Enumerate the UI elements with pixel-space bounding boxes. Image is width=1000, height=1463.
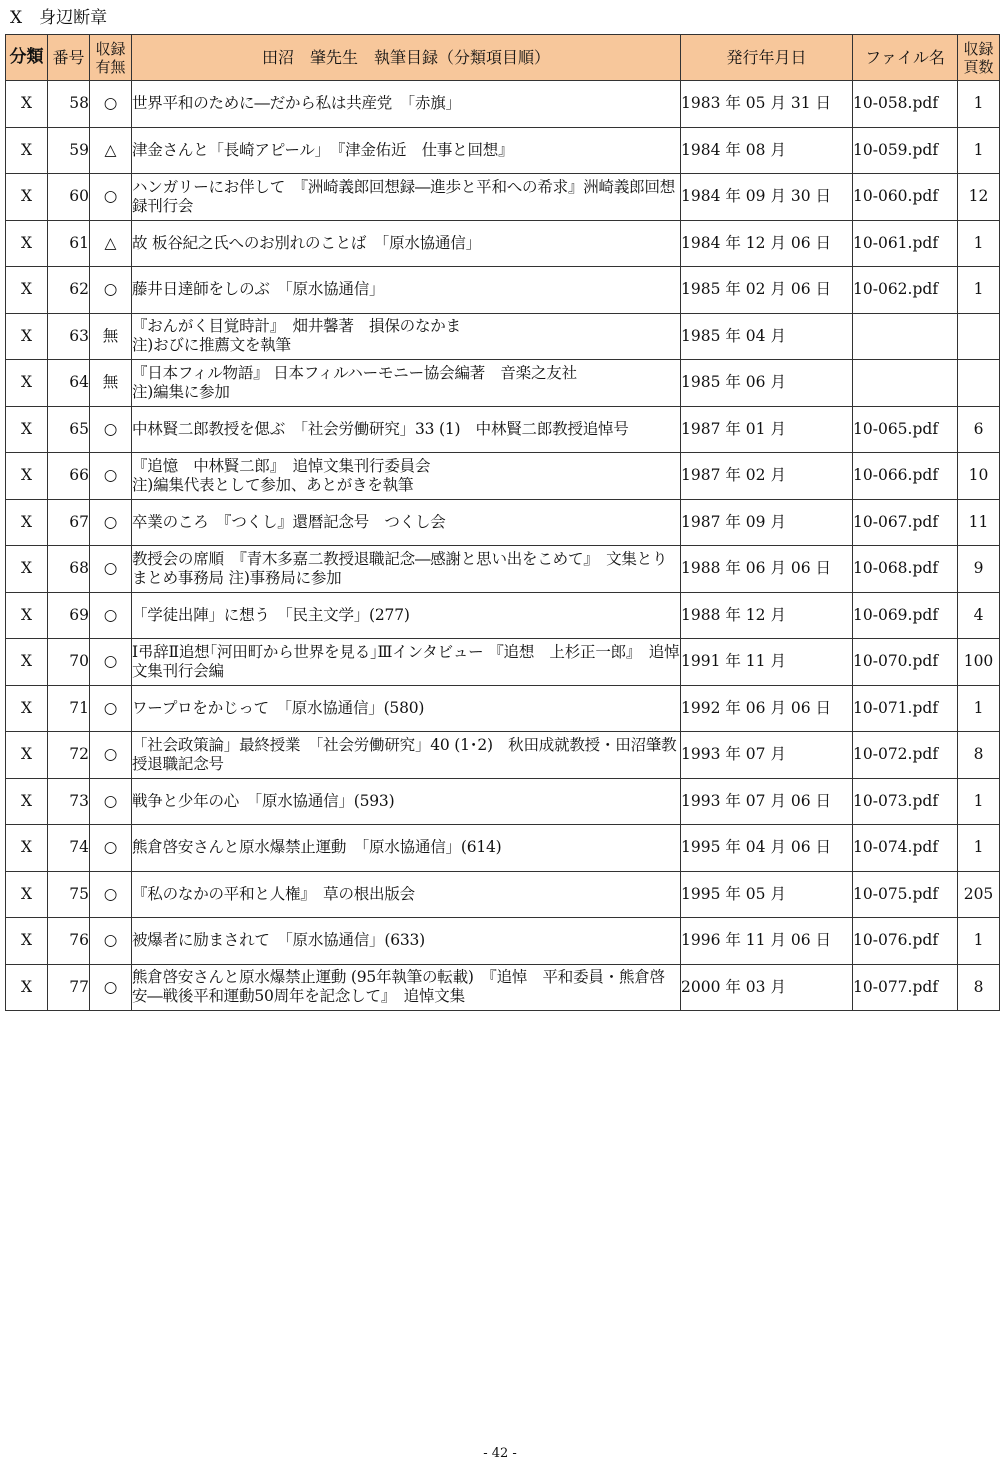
cell-title: 教授会の席順 『青木多嘉二教授退職記念―感謝と思い出をこめて』 文集とりまとめ事務局 注)事務局に参加 <box>132 546 681 593</box>
cell-date: 1984 年 08 月 <box>681 127 853 174</box>
cell-category: X <box>6 267 48 314</box>
cell-title: 「学徒出陣」に想う 「民主文学」(277) <box>132 592 681 639</box>
cell-title: 『おんがく目覚時計』 畑井馨著 損保のなかま 注)おびに推薦文を執筆 <box>132 313 681 360</box>
table-row <box>6 732 1000 779</box>
cell-number: 73 <box>48 778 90 825</box>
cell-filename: 10-066.pdf <box>853 453 958 500</box>
cell-title: ワープロをかじって 「原水協通信」(580) <box>132 685 681 732</box>
cell-filename: 10-077.pdf <box>853 964 958 1011</box>
cell-pages: 1 <box>958 267 1000 314</box>
cell-pages: 1 <box>958 220 1000 267</box>
cell-included: 無 <box>90 360 132 407</box>
cell-filename: 10-058.pdf <box>853 81 958 128</box>
cell-filename: 10-062.pdf <box>853 267 958 314</box>
cell-date: 1984 年 09 月 30 日 <box>681 174 853 221</box>
header-included: 収録有無 <box>90 35 132 81</box>
cell-number: 63 <box>48 313 90 360</box>
cell-category: X <box>6 406 48 453</box>
cell-included: ○ <box>90 825 132 872</box>
cell-filename: 10-061.pdf <box>853 220 958 267</box>
header-category: 分類 <box>6 35 48 81</box>
cell-pages: 205 <box>958 871 1000 918</box>
cell-date: 1996 年 11 月 06 日 <box>681 918 853 965</box>
cell-included: ○ <box>90 685 132 732</box>
cell-category: X <box>6 127 48 174</box>
cell-included: ○ <box>90 453 132 500</box>
cell-category: X <box>6 220 48 267</box>
header-number: 番号 <box>48 35 90 81</box>
cell-date: 1988 年 12 月 <box>681 592 853 639</box>
cell-number: 70 <box>48 639 90 686</box>
cell-number: 67 <box>48 499 90 546</box>
table-row <box>6 313 1000 360</box>
table-row <box>6 453 1000 500</box>
cell-date: 1987 年 01 月 <box>681 406 853 453</box>
cell-number: 62 <box>48 267 90 314</box>
table-row <box>6 778 1000 825</box>
cell-title: 『日本フィル物語』 日本フィルハーモニー協会編著 音楽之友社 注)編集に参加 <box>132 360 681 407</box>
table-row <box>6 592 1000 639</box>
cell-filename: 10-060.pdf <box>853 174 958 221</box>
cell-category: X <box>6 871 48 918</box>
cell-category: X <box>6 778 48 825</box>
table-row <box>6 871 1000 918</box>
cell-filename: 10-068.pdf <box>853 546 958 593</box>
cell-number: 69 <box>48 592 90 639</box>
cell-date: 1985 年 06 月 <box>681 360 853 407</box>
table-row <box>6 639 1000 686</box>
cell-category: X <box>6 174 48 221</box>
header-pages: 収録頁数 <box>958 35 1000 81</box>
cell-category: X <box>6 592 48 639</box>
cell-date: 1993 年 07 月 06 日 <box>681 778 853 825</box>
cell-title: Ⅰ弔辞Ⅱ追想｢河田町から世界を見る｣Ⅲインタビュー 『追想 上杉正一郎』 追悼文集刊行会編 <box>132 639 681 686</box>
table-row <box>6 406 1000 453</box>
cell-pages <box>958 360 1000 407</box>
cell-date: 2000 年 03 月 <box>681 964 853 1011</box>
header-filename: ファイル名 <box>853 35 958 81</box>
cell-filename: 10-067.pdf <box>853 499 958 546</box>
cell-title: 卒業のころ 『つくし』還暦記念号 つくし会 <box>132 499 681 546</box>
cell-filename <box>853 360 958 407</box>
cell-filename: 10-070.pdf <box>853 639 958 686</box>
cell-pages: 1 <box>958 685 1000 732</box>
cell-title: 藤井日達師をしのぶ 「原水協通信」 <box>132 267 681 314</box>
cell-date: 1992 年 06 月 06 日 <box>681 685 853 732</box>
cell-date: 1993 年 07 月 <box>681 732 853 779</box>
cell-number: 74 <box>48 825 90 872</box>
cell-pages: 1 <box>958 778 1000 825</box>
cell-included: ○ <box>90 499 132 546</box>
cell-filename: 10-071.pdf <box>853 685 958 732</box>
cell-category: X <box>6 732 48 779</box>
cell-included: ○ <box>90 732 132 779</box>
cell-filename: 10-075.pdf <box>853 871 958 918</box>
cell-date: 1995 年 04 月 06 日 <box>681 825 853 872</box>
header-date: 発行年月日 <box>681 35 853 81</box>
section-title: X 身辺断章 <box>10 8 108 28</box>
cell-category: X <box>6 825 48 872</box>
cell-date: 1987 年 02 月 <box>681 453 853 500</box>
cell-title: 戦争と少年の心 「原水協通信」(593) <box>132 778 681 825</box>
cell-included: ○ <box>90 918 132 965</box>
catalog-table <box>5 34 1000 1011</box>
cell-filename: 10-072.pdf <box>853 732 958 779</box>
cell-title: 「社会政策論」最終授業 「社会労働研究」40 (1･2) 秋田成就教授・田沼肇教授退職記念号 <box>132 732 681 779</box>
table-row <box>6 127 1000 174</box>
cell-title: 熊倉啓安さんと原水爆禁止運動 (95年執筆の転載) 『追悼 平和委員・熊倉啓安―戦後平和運動50周年を記念して』 追悼文集 <box>132 964 681 1011</box>
cell-number: 59 <box>48 127 90 174</box>
table-row <box>6 220 1000 267</box>
table-row <box>6 546 1000 593</box>
cell-pages: 9 <box>958 546 1000 593</box>
cell-title: 『私のなかの平和と人権』 草の根出版会 <box>132 871 681 918</box>
cell-title: 世界平和のために―だから私は共産党 「赤旗」 <box>132 81 681 128</box>
cell-pages: 6 <box>958 406 1000 453</box>
cell-title: 中林賢二郎教授を偲ぶ 「社会労働研究」33 (1) 中林賢二郎教授追悼号 <box>132 406 681 453</box>
cell-title: ハンガリーにお伴して 『洲崎義郎回想録―進歩と平和への希求』洲崎義郎回想録刊行会 <box>132 174 681 221</box>
cell-included: ○ <box>90 81 132 128</box>
cell-title: 津金さんと「長崎アピール」 『津金佑近 仕事と回想』 <box>132 127 681 174</box>
cell-category: X <box>6 360 48 407</box>
cell-title: 故 板谷紀之氏へのお別れのことば 「原水協通信」 <box>132 220 681 267</box>
cell-filename: 10-074.pdf <box>853 825 958 872</box>
table-body <box>6 81 1000 1011</box>
cell-number: 75 <box>48 871 90 918</box>
cell-pages: 1 <box>958 825 1000 872</box>
cell-category: X <box>6 313 48 360</box>
table-header-row <box>6 35 1000 81</box>
cell-category: X <box>6 918 48 965</box>
cell-category: X <box>6 453 48 500</box>
table-row <box>6 685 1000 732</box>
table-row <box>6 81 1000 128</box>
cell-date: 1985 年 04 月 <box>681 313 853 360</box>
table-row <box>6 267 1000 314</box>
cell-included: 無 <box>90 313 132 360</box>
cell-pages: 8 <box>958 732 1000 779</box>
cell-date: 1991 年 11 月 <box>681 639 853 686</box>
cell-pages: 4 <box>958 592 1000 639</box>
cell-category: X <box>6 499 48 546</box>
cell-included: ○ <box>90 592 132 639</box>
cell-filename: 10-073.pdf <box>853 778 958 825</box>
cell-pages <box>958 313 1000 360</box>
table-row <box>6 499 1000 546</box>
table-row <box>6 360 1000 407</box>
cell-included: ○ <box>90 546 132 593</box>
cell-number: 60 <box>48 174 90 221</box>
cell-included: △ <box>90 220 132 267</box>
cell-category: X <box>6 685 48 732</box>
table-row <box>6 174 1000 221</box>
cell-title: 『追憶 中林賢二郎』 追悼文集刊行委員会 注)編集代表として参加、あとがきを執筆 <box>132 453 681 500</box>
cell-included: ○ <box>90 174 132 221</box>
cell-pages: 8 <box>958 964 1000 1011</box>
cell-included: ○ <box>90 871 132 918</box>
cell-number: 71 <box>48 685 90 732</box>
cell-number: 64 <box>48 360 90 407</box>
cell-number: 72 <box>48 732 90 779</box>
cell-date: 1985 年 02 月 06 日 <box>681 267 853 314</box>
cell-filename: 10-059.pdf <box>853 127 958 174</box>
cell-category: X <box>6 639 48 686</box>
cell-date: 1987 年 09 月 <box>681 499 853 546</box>
cell-number: 66 <box>48 453 90 500</box>
cell-filename <box>853 313 958 360</box>
table-row <box>6 918 1000 965</box>
cell-number: 65 <box>48 406 90 453</box>
cell-pages: 10 <box>958 453 1000 500</box>
cell-pages: 11 <box>958 499 1000 546</box>
cell-included: ○ <box>90 964 132 1011</box>
header-title: 田沼 肇先生 執筆目録（分類項目順） <box>132 35 681 81</box>
cell-number: 58 <box>48 81 90 128</box>
cell-pages: 1 <box>958 127 1000 174</box>
cell-included: △ <box>90 127 132 174</box>
table-row <box>6 825 1000 872</box>
cell-number: 61 <box>48 220 90 267</box>
cell-included: ○ <box>90 778 132 825</box>
cell-filename: 10-076.pdf <box>853 918 958 965</box>
page-number: - 42 - <box>483 1446 517 1461</box>
cell-pages: 12 <box>958 174 1000 221</box>
cell-title: 被爆者に励まされて 「原水協通信」(633) <box>132 918 681 965</box>
cell-date: 1988 年 06 月 06 日 <box>681 546 853 593</box>
cell-category: X <box>6 81 48 128</box>
cell-pages: 100 <box>958 639 1000 686</box>
cell-number: 77 <box>48 964 90 1011</box>
table-row <box>6 964 1000 1011</box>
cell-date: 1984 年 12 月 06 日 <box>681 220 853 267</box>
cell-included: ○ <box>90 639 132 686</box>
cell-number: 68 <box>48 546 90 593</box>
cell-title: 熊倉啓安さんと原水爆禁止運動 「原水協通信」(614) <box>132 825 681 872</box>
cell-date: 1983 年 05 月 31 日 <box>681 81 853 128</box>
cell-pages: 1 <box>958 918 1000 965</box>
cell-included: ○ <box>90 406 132 453</box>
cell-filename: 10-065.pdf <box>853 406 958 453</box>
cell-category: X <box>6 964 48 1011</box>
cell-number: 76 <box>48 918 90 965</box>
cell-filename: 10-069.pdf <box>853 592 958 639</box>
cell-category: X <box>6 546 48 593</box>
cell-included: ○ <box>90 267 132 314</box>
cell-date: 1995 年 05 月 <box>681 871 853 918</box>
cell-pages: 1 <box>958 81 1000 128</box>
